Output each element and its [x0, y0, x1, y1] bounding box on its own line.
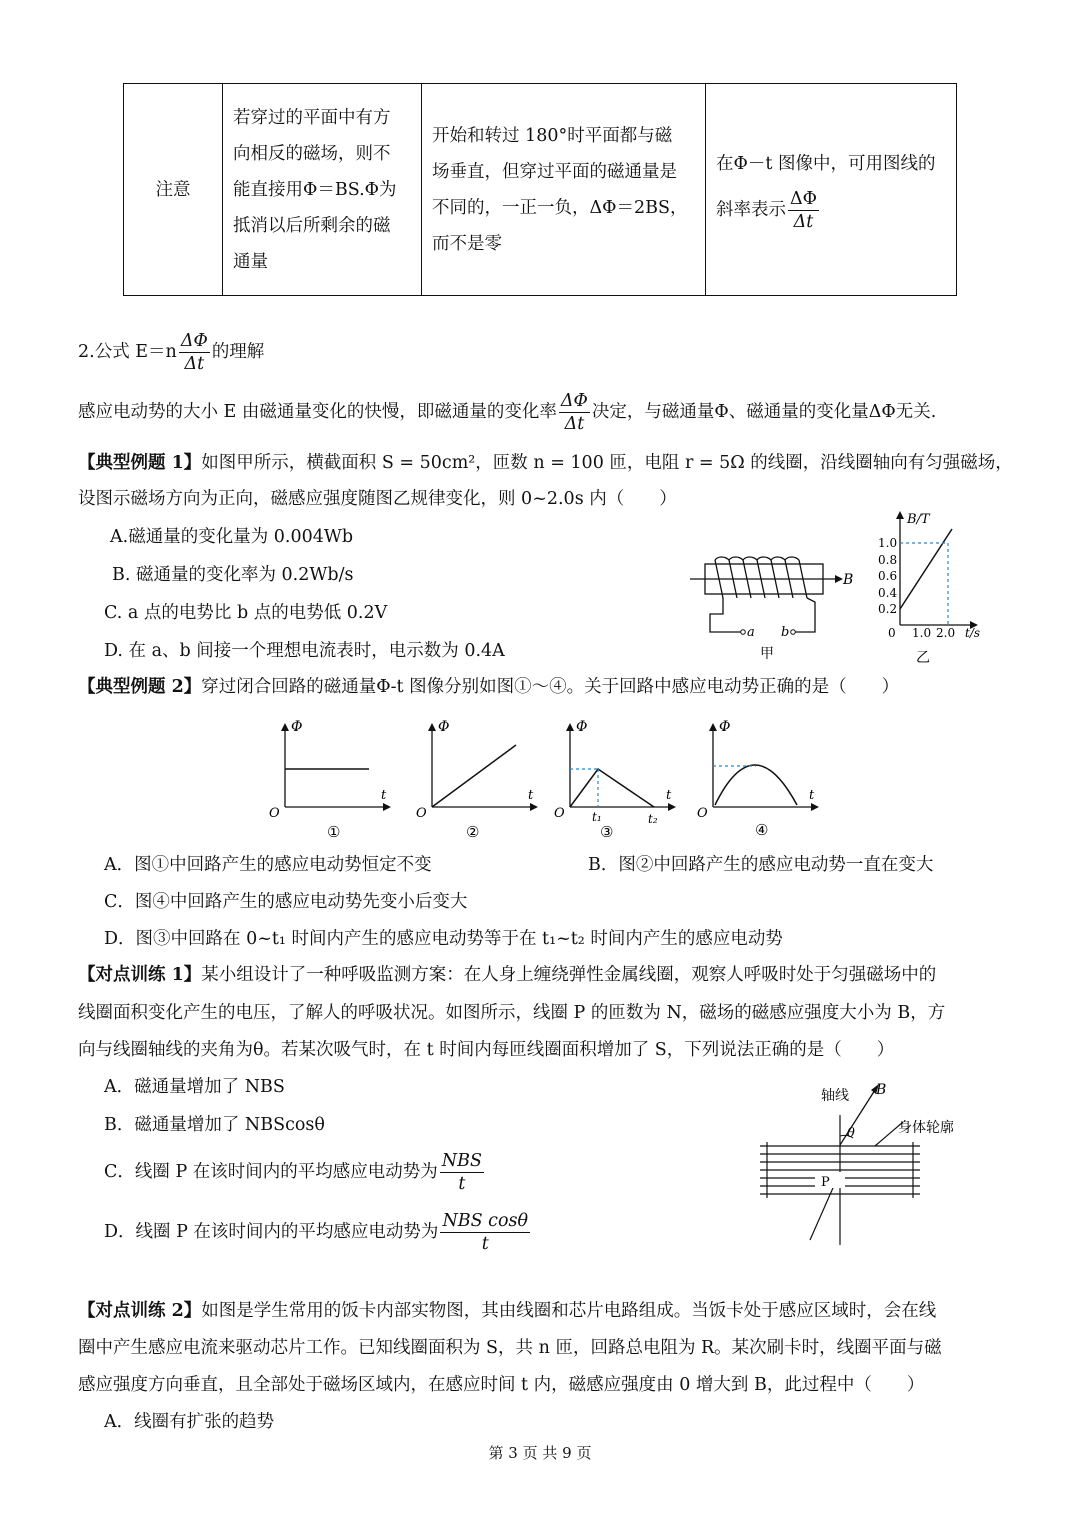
example-2-option-b: B．图②中回路产生的感应电动势一直在变大 [588, 855, 934, 875]
graph-origin: O [416, 806, 427, 821]
example-2-line-1 [78, 674, 899, 700]
bt-xtick: 2.0 [936, 626, 956, 640]
bt-ytick: 0.6 [878, 569, 898, 583]
option-c-prefix: C．线圈 P 在该时间内的平均感应电动势为 [104, 1162, 438, 1182]
training-1-line-1 [78, 962, 936, 988]
fraction [440, 1150, 484, 1195]
field-b-label: B [843, 572, 854, 588]
example-1-option-a: A.磁通量的变化量为 0.004Wb [110, 527, 354, 547]
table-cell-2-line: 抵消以后所剩余的磁 [233, 215, 391, 236]
table-cell-4 [706, 84, 957, 296]
bt-graph-figure [870, 505, 990, 670]
training-1-option-d [104, 1210, 532, 1255]
training-1-text: 某小组设计了一种呼吸监测方案：在人身上缠绕弹性金属线圈，观察人呼吸时处于匀强磁场中的 [201, 965, 937, 985]
figure-yi-label: 乙 [916, 650, 930, 666]
example-1-tag: 【典型例题 1】 [78, 453, 202, 473]
phi-graph-2 [412, 715, 547, 845]
example-2-option-c: C．图④中回路产生的感应电动势先变小后变大 [104, 892, 468, 912]
table-cell-3-line: 而不是零 [432, 233, 502, 254]
fraction [179, 330, 210, 375]
fraction-numerator: ΔΦ [560, 391, 588, 411]
graph-number: ④ [755, 821, 769, 839]
table-cell-2-line: 能直接用Φ＝BS.Φ为 [233, 179, 397, 200]
notes-table [123, 83, 957, 296]
option-d-prefix: D．线圈 P 在该时间内的平均感应电动势为 [104, 1222, 439, 1242]
paragraph-emf [78, 390, 936, 435]
training-1-option-b: B．磁通量增加了 NBScosθ [104, 1115, 325, 1135]
bt-ytick: 0.8 [878, 553, 898, 567]
training-2-tag: 【对点训练 2】 [78, 1301, 202, 1321]
graph-ylabel: Φ [719, 719, 731, 735]
graph-number: ② [466, 823, 480, 841]
example-1-line-1 [78, 450, 1013, 476]
fraction-numerator: ΔΦ [180, 331, 208, 351]
fraction-denominator: t [481, 1234, 489, 1254]
point-b-label: b [781, 625, 790, 640]
graph-origin: O [269, 806, 280, 821]
example-1-option-c: C. a 点的电势比 b 点的电势低 0.2V [104, 603, 388, 623]
training-1-option-c [104, 1150, 486, 1195]
fraction-denominator: Δt [793, 212, 814, 232]
training-2-line-3: 感应强度方向垂直，且全部处于磁场区域内，在感应时间 t 内，磁感应强度由 0 增大到 B，此过程中（ ） [78, 1375, 925, 1395]
graph-ylabel: Φ [576, 719, 588, 735]
fraction-denominator: Δt [564, 414, 585, 434]
paragraph-part2: 决定，与磁通量Φ、磁通量的变化量ΔΦ无关. [591, 402, 937, 422]
bt-xtick: 1.0 [912, 626, 932, 640]
body-contour-label: 身体轮廓 [898, 1120, 954, 1136]
table-cell-4-prefix: 斜率表示 [716, 200, 786, 220]
breathing-coil-figure [755, 1080, 975, 1250]
graph-t2-label: t₂ [648, 812, 658, 826]
graph-xlabel: t [809, 788, 815, 803]
section-2-prefix: 2.公式 E＝n [78, 342, 177, 362]
fraction [559, 390, 590, 435]
page-footer: 第 3 页 共 9 页 [488, 1444, 592, 1462]
training-1-line-2: 线圈面积变化产生的电压，了解人的呼吸状况。如图所示，线圈 P 的匝数为 N，磁场的磁感应强度大小为 B，方 [78, 1003, 946, 1023]
bt-ytick: 0.2 [878, 602, 898, 616]
fraction-numerator: ΔΦ [790, 189, 817, 209]
figure-jia-label: 甲 [760, 646, 774, 662]
graph-ylabel: Φ [438, 719, 450, 735]
graph-origin: O [554, 806, 565, 821]
section-2-heading [78, 330, 264, 375]
training-1-line-3: 向与线圈轴线的夹角为θ。若某次吸气时，在 t 时间内每匝线圈面积增加了 S，下列说法正确的是（ ） [78, 1040, 895, 1060]
point-a-label: a [747, 625, 755, 640]
solenoid-figure [685, 550, 860, 665]
graph-number: ③ [600, 823, 614, 841]
graph-xlabel: t [666, 788, 672, 803]
graph-xlabel: t [528, 788, 534, 803]
field-b-label: B [876, 1082, 887, 1098]
example-2-text: 穿过闭合回路的磁通量Φ-t 图像分别如图①～④。关于回路中感应电动势正确的是（ ） [201, 677, 900, 697]
training-2-line-1 [78, 1298, 936, 1324]
example-1-line-2: 设图示磁场方向为正向，磁感应强度随图乙规律变化，则 0~2.0s 内（ ） [78, 489, 677, 509]
fraction-numerator: NBS [441, 1151, 482, 1171]
training-2-option-a: A．线圈有扩张的趋势 [104, 1412, 275, 1432]
paragraph-part1: 感应电动势的大小 E 由磁通量变化的快慢，即磁通量的变化率 [78, 402, 557, 422]
table-cell-3-line: 开始和转过 180°时平面都与磁 [432, 125, 673, 146]
fraction [788, 188, 819, 233]
training-2-text: 如图是学生常用的饭卡内部实物图，其由线圈和芯片电路组成。当饭卡处于感应区域时，会在线 [201, 1301, 937, 1321]
graph-ylabel: Φ [291, 719, 303, 735]
graph-origin: O [697, 806, 708, 821]
graph-t1-label: t₁ [592, 810, 602, 824]
table-cell-4-line: 在Φ－t 图像中，可用图线的 [716, 154, 936, 174]
bt-xlabel: t/s [965, 626, 981, 640]
table-cell-2-line: 向相反的磁场，则不 [233, 143, 391, 164]
bt-ytick: 1.0 [878, 536, 898, 550]
theta-label: θ [847, 1126, 855, 1141]
table-cell-2-line: 通量 [233, 251, 268, 272]
bt-ylabel: B/T [907, 512, 930, 527]
example-1-option-b: B. 磁通量的变化率为 0.2Wb/s [112, 565, 354, 585]
table-cell-4-line2 [716, 188, 946, 233]
table-cell-2 [223, 84, 422, 296]
table-label-text: 注意 [155, 179, 191, 200]
table-cell-2-line: 若穿过的平面中有方 [233, 107, 391, 128]
table-cell-label [124, 84, 223, 296]
phi-graph-4 [693, 715, 828, 845]
fraction-denominator: t [458, 1174, 466, 1194]
training-1-tag: 【对点训练 1】 [78, 965, 202, 985]
section-2-suffix: 的理解 [211, 342, 265, 362]
example-1-text: 如图甲所示，横截面积 S = 50cm²，匝数 n = 100 匝，电阻 r = 5Ω 的线圈，沿线圈轴向有匀强磁场， [201, 453, 1013, 473]
fraction [440, 1210, 530, 1255]
example-2-tag: 【典型例题 2】 [78, 677, 202, 697]
bt-xtick: 0 [888, 626, 896, 640]
coil-p-label: P [821, 1175, 830, 1190]
graph-xlabel: t [381, 788, 387, 803]
training-1-option-a: A．磁通量增加了 NBS [104, 1077, 285, 1097]
training-2-line-2: 圈中产生感应电流来驱动芯片工作。已知线圈面积为 S，共 n 匝，回路总电阻为 R。某次刷卡时，线圈平面与磁 [78, 1338, 942, 1358]
example-1-option-d: D. 在 a、b 间接一个理想电流表时，电示数为 0.4A [104, 641, 505, 661]
phi-graph-1 [265, 715, 400, 845]
table-cell-3 [422, 84, 706, 296]
fraction-numerator: NBS cosθ [442, 1211, 529, 1231]
table-cell-3-line: 不同的，一正一负，ΔΦ＝2BS， [432, 197, 688, 218]
example-2-option-d: D．图③中回路在 0~t₁ 时间内产生的感应电动势等于在 t₁~t₂ 时间内产生的感应电动势 [104, 929, 783, 949]
bt-ytick: 0.4 [878, 586, 898, 600]
graph-number: ① [327, 823, 341, 841]
example-2-option-a: A．图①中回路产生的感应电动势恒定不变 [104, 855, 432, 875]
table-cell-3-line: 场垂直，但穿过平面的磁通量是 [432, 161, 677, 182]
axis-label: 轴线 [821, 1088, 849, 1104]
phi-graph-3 [550, 715, 685, 845]
fraction-denominator: Δt [184, 354, 205, 374]
